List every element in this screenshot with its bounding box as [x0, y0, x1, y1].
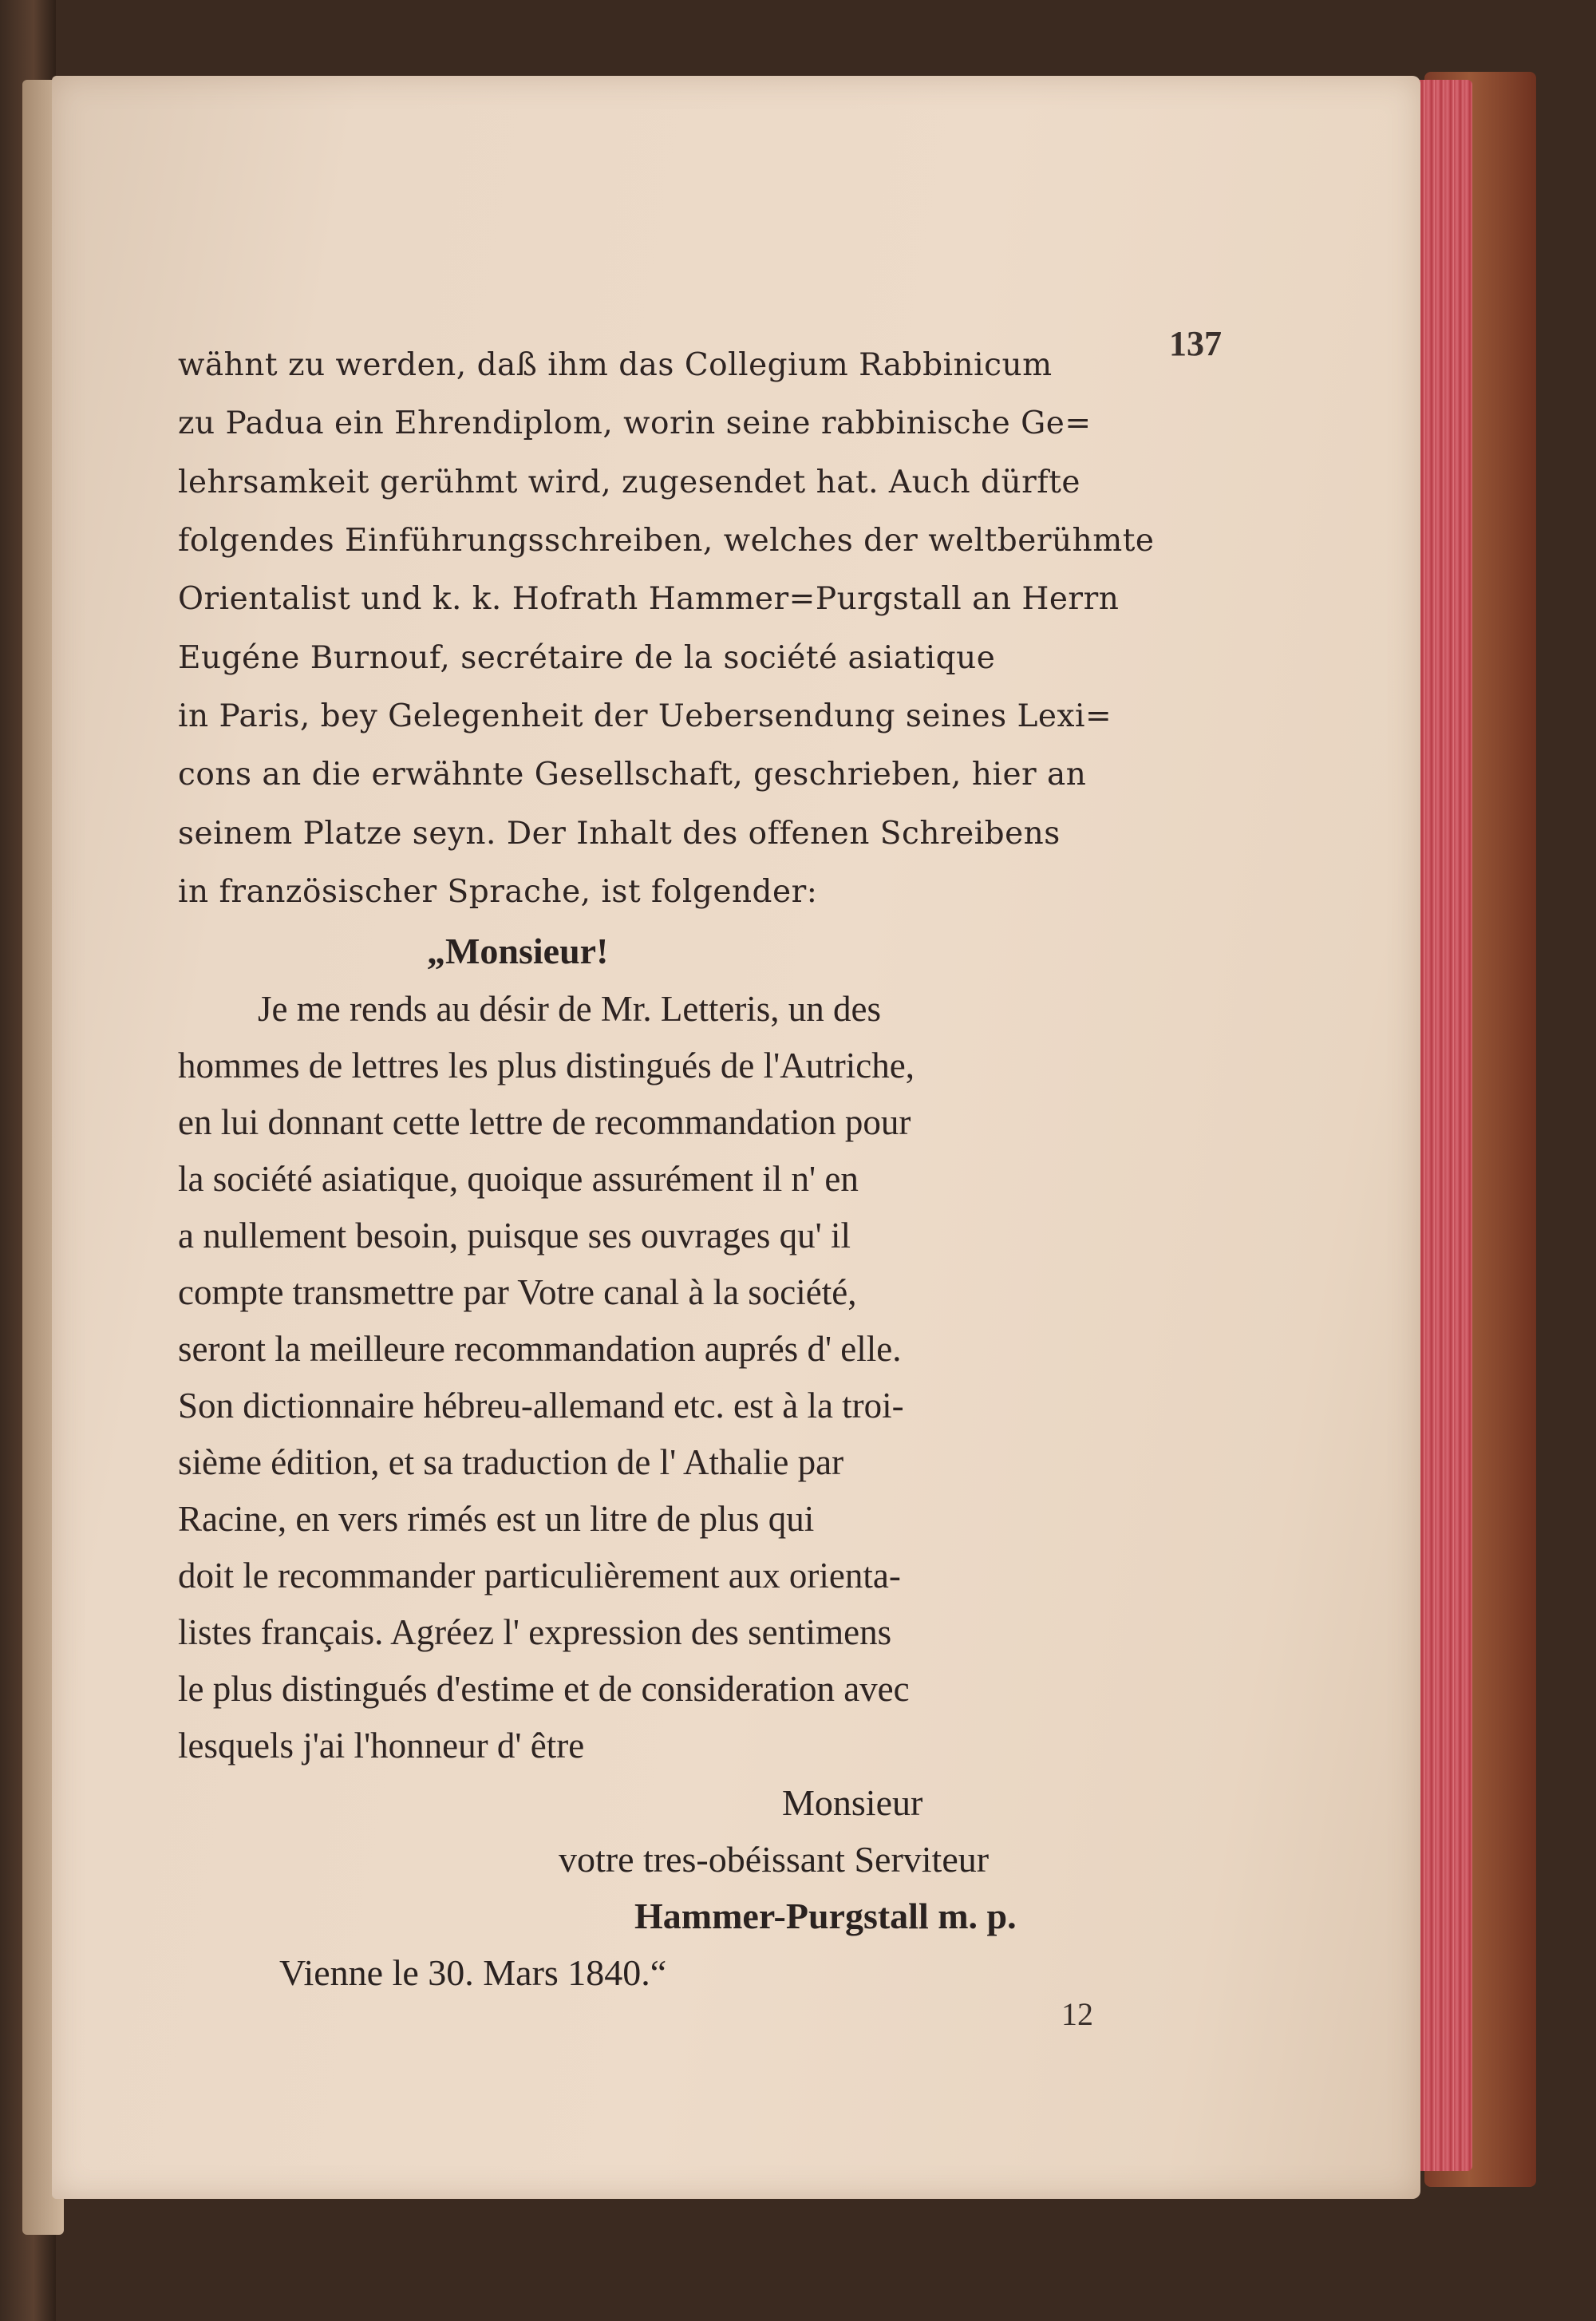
signature-mark: 12 — [1061, 1996, 1093, 2032]
text-line: Orientalist und k. k. Hofrath Hammer=Purgstall an Herrn — [178, 581, 1120, 617]
text-line: en lui donnant cette lettre de recommandation pour — [178, 1102, 911, 1142]
text-line: zu Padua ein Ehrendiplom, worin seine rabbinische Ge= — [178, 405, 1092, 441]
text-line: in französischer Sprache, ist folgender: — [178, 874, 818, 910]
text-line: hommes de lettres les plus distingués de l'Autriche, — [178, 1046, 915, 1085]
text-line: le plus distingués d'estime et de consideration avec — [178, 1669, 910, 1709]
closing-servant: votre tres-obéissant Serviteur — [559, 1839, 990, 1880]
text-line: seinem Platze seyn. Der Inhalt des offenen Schreibens — [178, 816, 1061, 852]
text-line: sième édition, et sa traduction de l' Athalie par — [178, 1442, 844, 1482]
book-page — [52, 76, 1420, 2199]
text-line: cons an die erwähnte Gesellschaft, geschrieben, hier an — [178, 757, 1087, 793]
text-line: folgendes Einführungsschreiben, welches der weltberühmte — [178, 523, 1155, 559]
text-line: Je me rends au désir de Mr. Letteris, un des — [258, 989, 882, 1029]
text-line: Eugéne Burnouf, secrétaire de la société asiatique — [178, 640, 996, 676]
place-date: Vienne le 30. Mars 1840.“ — [279, 1952, 667, 1993]
text-line: la société asiatique, quoique assurément il n' en — [178, 1159, 859, 1199]
text-line: lehrsamkeit gerühmt wird, zugesendet hat. Auch dürfte — [178, 465, 1080, 500]
text-line: lesquels j'ai l'honneur d' être — [178, 1726, 585, 1765]
text-line: a nullement besoin, puisque ses ouvrages qu' il — [178, 1216, 851, 1255]
text-line: compte transmettre par Votre canal à la société, — [178, 1272, 857, 1312]
text-line: wähnt zu werden, daß ihm das Collegium Rabbinicum — [178, 347, 1053, 383]
text-line: listes français. Agréez l' expression des sentimens — [178, 1612, 892, 1652]
page-number: 137 — [1169, 324, 1222, 363]
text-line: doit le recommander particulièrement aux orienta- — [178, 1556, 901, 1595]
text-line: in Paris, bey Gelegenheit der Uebersendung seines Lexi= — [178, 698, 1112, 734]
text-line: seront la meilleure recommandation auprés d' elle. — [178, 1329, 902, 1369]
letter-salutation: „Monsieur! — [427, 931, 609, 971]
signature: Hammer-Purgstall m. p. — [634, 1896, 1017, 1936]
text-line: Son dictionnaire hébreu-allemand etc. est à la troi- — [178, 1386, 904, 1425]
closing-monsieur: Monsieur — [782, 1782, 923, 1823]
text-line: Racine, en vers rimés est un litre de plus qui — [178, 1499, 815, 1539]
